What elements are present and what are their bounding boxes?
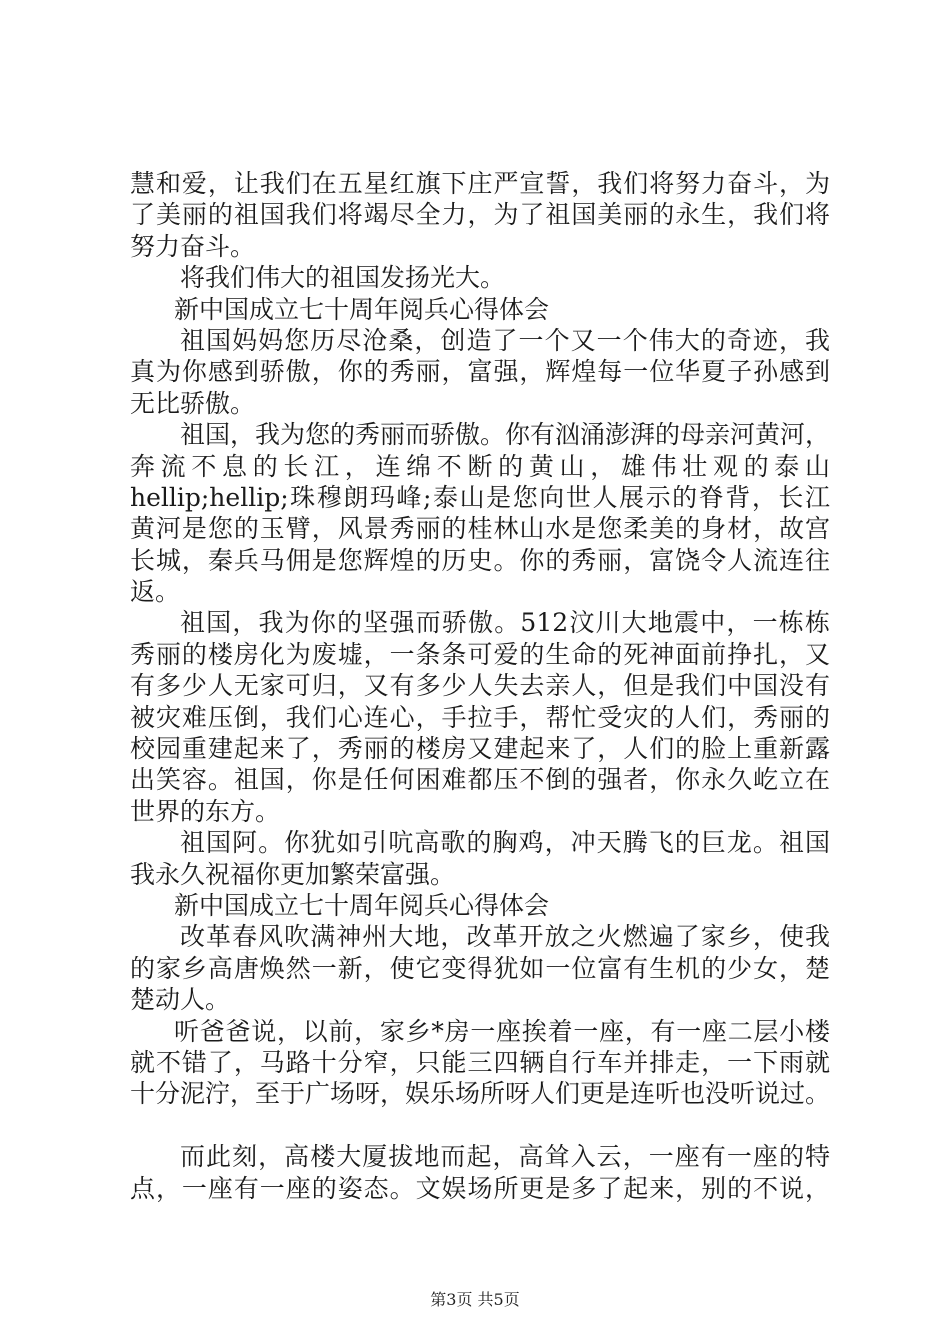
text-line: 楚动人。: [130, 985, 231, 1015]
text-line: 有多少人无家可归，又有多少人失去亲人，但是我们中国没有: [130, 671, 830, 701]
text-line: 将我们伟大的祖国发扬光大。: [180, 263, 506, 293]
text-line: 就不错了，马路十分窄，只能三四辆自行车并排走，一下雨就: [130, 1047, 830, 1077]
text-line: 点，一座有一座的姿态。文娱场所更是多了起来，别的不说，: [130, 1173, 830, 1203]
text-line: 被灾难压倒，我们心连心，手拉手，帮忙受灾的人们，秀丽的: [130, 702, 830, 732]
text-line: 十分泥泞，至于广场呀，娱乐场所呀人们更是连听也没听说过。: [130, 1079, 831, 1109]
text-line: 校园重建起来了，秀丽的楼房又建起来了，人们的脸上重新露: [130, 734, 830, 764]
text-line: 祖国妈妈您历尽沧桑，创造了一个又一个伟大的奇迹，我: [180, 325, 830, 355]
text-line: 祖国，我为您的秀丽而骄傲。你有汹涌澎湃的母亲河黄河，: [180, 420, 831, 450]
section-heading: 新中国成立七十周年阅兵心得体会: [174, 890, 550, 920]
text-line: 长城，秦兵马佣是您辉煌的历史。你的秀丽，富饶令人流连往: [130, 545, 830, 575]
text-line: 的家乡高唐焕然一新，使它变得犹如一位富有生机的少女，楚: [130, 953, 830, 983]
text-line: hellip;hellip;珠穆朗玛峰;泰山是您向世人展示的脊背，长江: [130, 482, 830, 512]
text-line: 奔流不息的长江，连绵不断的黄山，雄伟壮观的泰山: [130, 451, 830, 481]
text-line: 而此刻，高楼大厦拔地而起，高耸入云，一座有一座的特: [180, 1142, 830, 1172]
document-body: [130, 168, 830, 1204]
text-line: 祖国，我为你的坚强而骄傲。512汶川大地震中，一栋栋: [180, 608, 830, 638]
text-line: 秀丽的楼房化为废墟，一条条可爱的生命的死神面前挣扎，又: [130, 639, 830, 669]
paragraph-gap: [130, 1110, 830, 1141]
text-line: 了美丽的祖国我们将竭尽全力，为了祖国美丽的永生，我们将: [130, 200, 830, 230]
text-line: 我永久祝福你更加繁荣富强。: [130, 859, 456, 889]
text-line: 听爸爸说，以前，家乡*房一座挨着一座，有一座二层小楼: [174, 1016, 830, 1046]
text-line: 黄河是您的玉臂，风景秀丽的桂林山水是您柔美的身材，故宫: [130, 514, 830, 544]
page-number: 第3页 共5页: [430, 1290, 520, 1309]
section-heading: 新中国成立七十周年阅兵心得体会: [174, 294, 550, 324]
text-line: 真为你感到骄傲，你的秀丽，富强，辉煌每一位华夏子孙感到: [130, 357, 830, 387]
text-line: 世界的东方。: [130, 796, 281, 826]
text-line: 慧和爱，让我们在五星红旗下庄严宣誓，我们将努力奋斗，为: [130, 169, 830, 198]
text-line: 无比骄傲。: [130, 388, 256, 418]
text-line: 出笑容。祖国，你是任何困难都压不倒的强者，你永久屹立在: [130, 765, 830, 795]
text-line: 返。: [130, 577, 181, 607]
text-line: 祖国阿。你犹如引吭高歌的胸鸡，冲天腾飞的巨龙。祖国: [180, 828, 830, 858]
text-line: 努力奋斗。: [130, 231, 256, 261]
text-line: 改革春风吹满神州大地，改革开放之火燃遍了家乡，使我: [180, 922, 830, 952]
